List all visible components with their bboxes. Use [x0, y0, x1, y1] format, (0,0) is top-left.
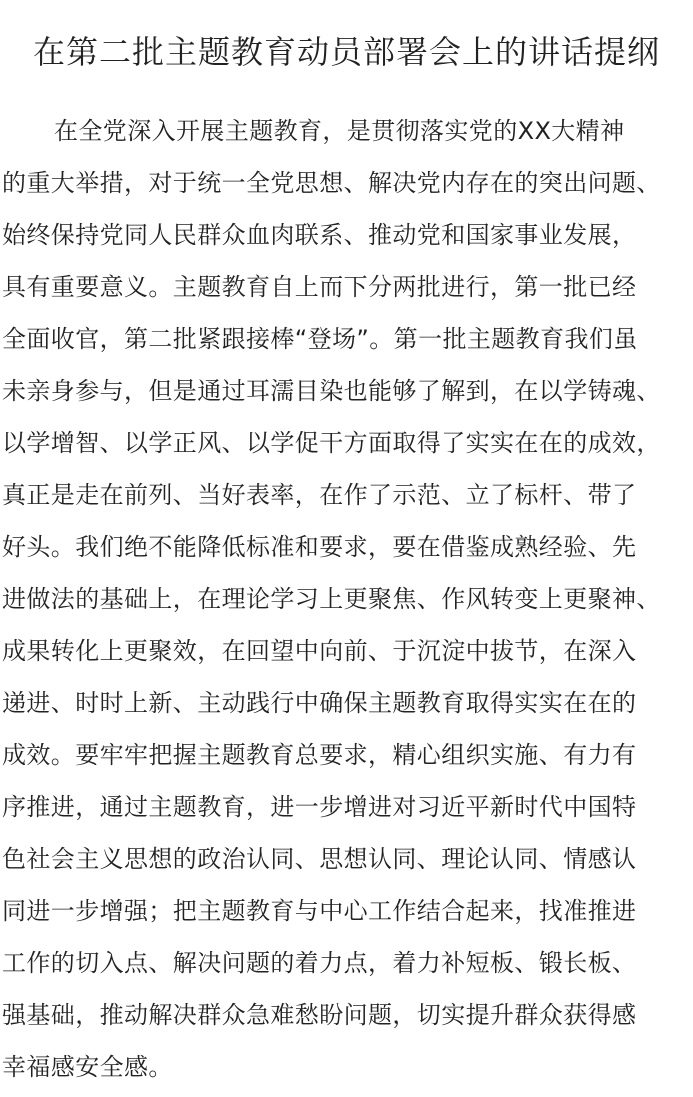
paragraph-line: 在全党深入开展主题教育，是贯彻落实党的XX大精神 [54, 117, 625, 145]
document-title: 在第二批主题教育动员部署会上的讲话提纲 [32, 33, 660, 71]
paragraph-line: 具有重要意义。主题教育自上而下分两批进行，第一批已经 [2, 273, 637, 301]
paragraph-line: 未亲身参与，但是通过耳濡目染也能够了解到，在以学铸魂、 [2, 377, 661, 405]
paragraph-line: 递进、时时上新、主动践行中确保主题教育取得实实在在的 [2, 689, 637, 717]
paragraph-line: 全面收官，第二批紧跟接棒“登场”。第一批主题教育我们虽 [2, 325, 638, 353]
paragraph-line: 幸福感安全感。 [2, 1053, 173, 1081]
paragraph-line: 工作的切入点、解决问题的着力点，着力补短板、锻长板、 [2, 949, 637, 977]
paragraph-line: 始终保持党同人民群众血肉联系、推动党和国家事业发展， [2, 221, 637, 249]
paragraph-line: 色社会主义思想的政治认同、思想认同、理论认同、情感认 [2, 845, 637, 873]
paragraph-line: 以学增智、以学正风、以学促干方面取得了实实在在的成效， [2, 429, 661, 457]
paragraph-line: 好头。我们绝不能降低标准和要求，要在借鉴成熟经验、先 [2, 533, 637, 561]
paragraph-line: 成效。要牢牢把握主题教育总要求，精心组织实施、有力有 [2, 741, 637, 769]
paragraph-line: 成果转化上更聚效，在回望中向前、于沉淀中拔节，在深入 [2, 637, 637, 665]
paragraph-line: 同进一步增强；把主题教育与中心工作结合起来，找准推进 [2, 897, 637, 925]
document-body [2, 105, 692, 1093]
paragraph-line: 的重大举措，对于统一全党思想、解决党内存在的突出问题、 [2, 169, 661, 197]
paragraph-line: 序推进，通过主题教育，进一步增进对习近平新时代中国特 [2, 793, 637, 821]
paragraph-line: 强基础，推动解决群众急难愁盼问题，切实提升群众获得感 [2, 1001, 637, 1029]
paragraph-line: 真正是走在前列、当好表率，在作了示范、立了标杆、带了 [2, 481, 637, 509]
paragraph-line: 进做法的基础上，在理论学习上更聚焦、作风转变上更聚神、 [2, 585, 661, 613]
